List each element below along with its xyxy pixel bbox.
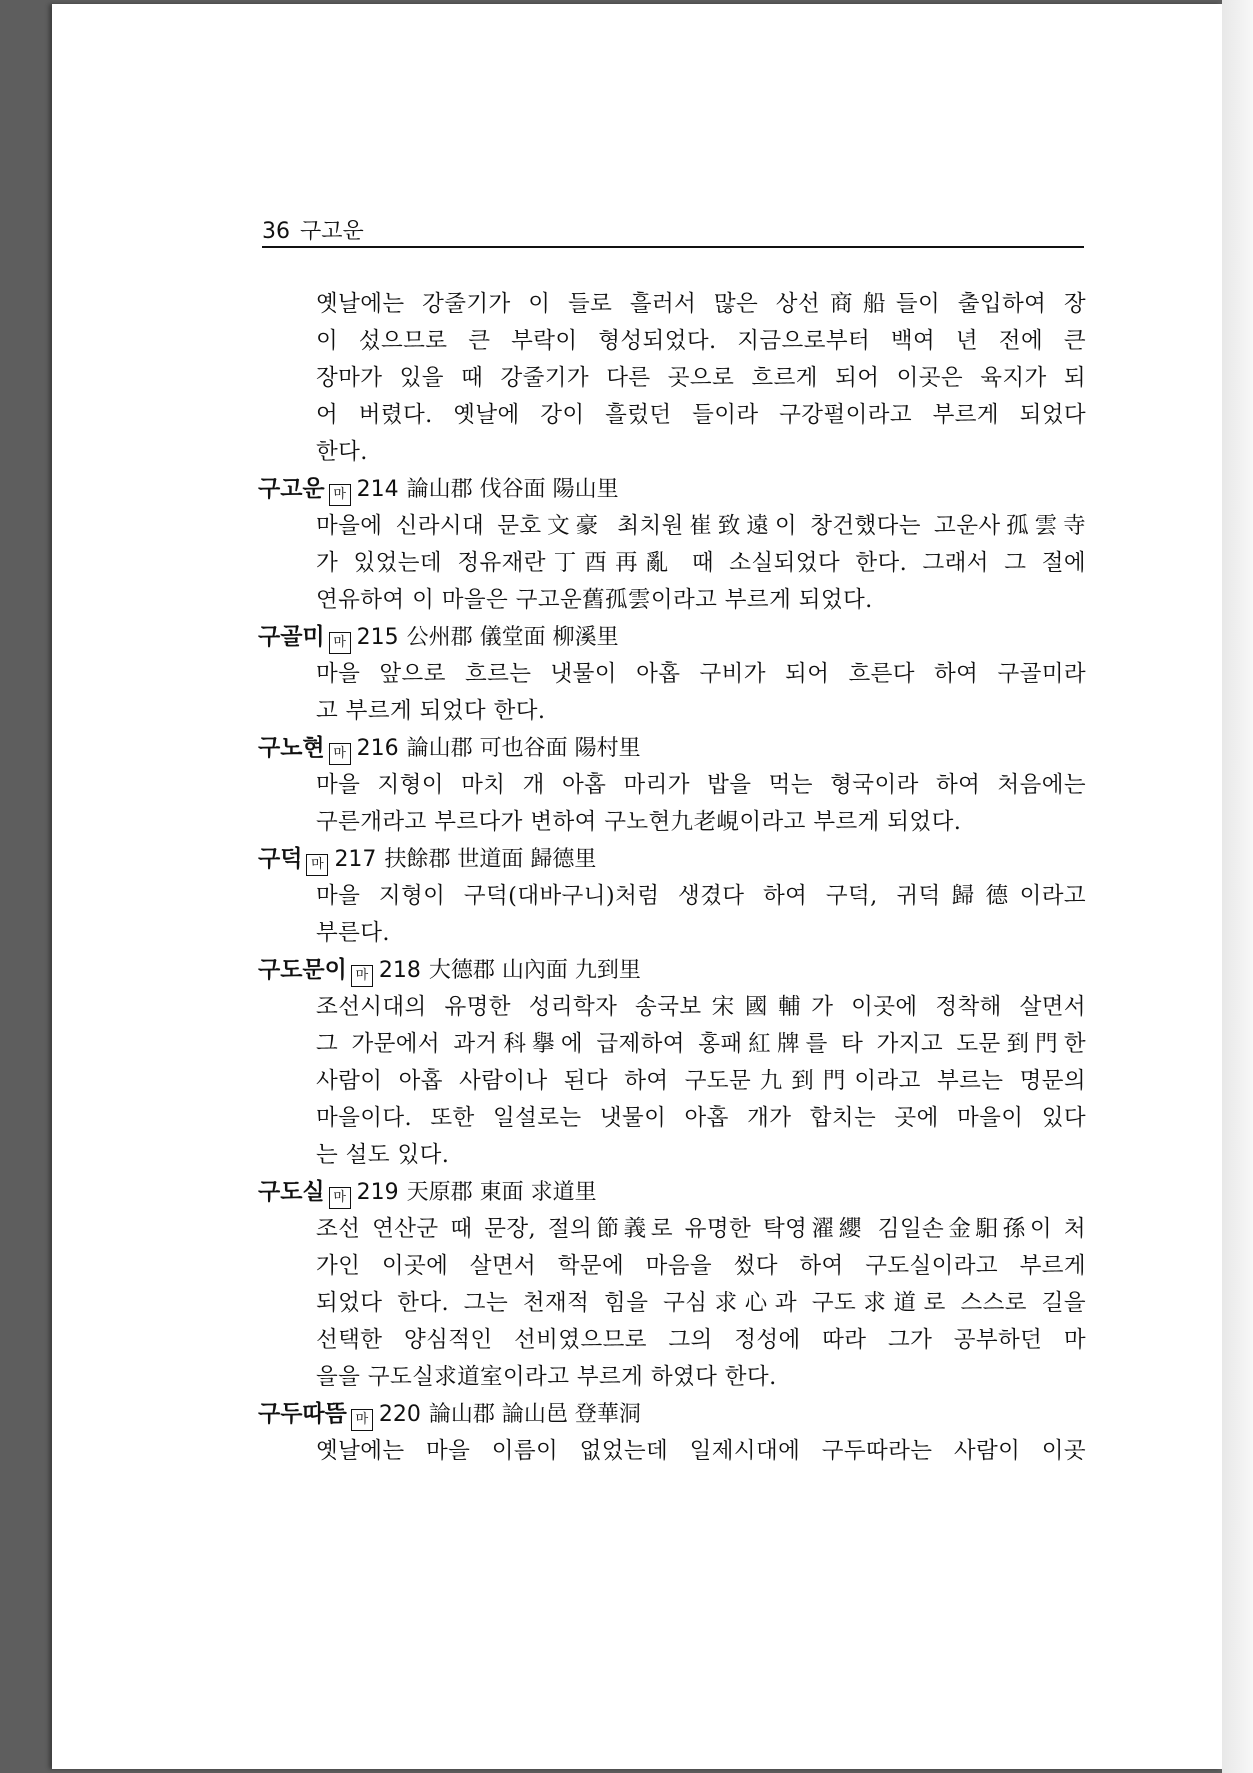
page-body	[258, 286, 1086, 1470]
entry-location: 扶餘郡 世道面 歸德里	[384, 847, 597, 872]
text-line: 장마가 있을 때 강줄기가 다른 곳으로 흐르게 되어 이곳은 육지가 되	[316, 365, 1086, 391]
text-line: 되었다 한다. 그는 천재적 힘을 구심求心과 구도求道로 스스로 길을	[316, 1290, 1086, 1316]
text-line: 선택한 양심적인 선비였으므로 그의 정성에 따라 그가 공부하던 마	[316, 1327, 1086, 1353]
entry-number: 216	[356, 736, 399, 761]
entry-description	[316, 656, 1086, 730]
text-line: 마을에 신라시대 문호文豪 최치원崔致遠이 창건했다는 고운사孤雲寺	[316, 513, 1086, 539]
text-line: 가 있었는데 정유재란丁酉再亂 때 소실되었다 한다. 그래서 그 절에	[316, 550, 1086, 576]
entry-location: 大德郡 山內面 九到里	[428, 958, 641, 983]
text-line: 마을 지형이 구덕(대바구니)처럼 생겼다 하여 구덕, 귀덕歸德이라고	[316, 883, 1086, 909]
entry-heading	[258, 730, 1086, 767]
entry-type-mark: 마	[329, 743, 351, 765]
entry-name: 구덕	[258, 846, 303, 872]
entry-description	[316, 767, 1086, 841]
entry-heading	[258, 841, 1086, 878]
entry-number: 218	[378, 958, 421, 983]
entry-type-mark: 마	[351, 1409, 373, 1431]
entry-number: 219	[356, 1180, 399, 1205]
entry-name: 구노현	[258, 735, 325, 761]
entry-description	[316, 508, 1086, 619]
text-line: 그 가문에서 과거科擧에 급제하여 홍패紅牌를 타 가지고 도문到門한	[316, 1031, 1086, 1057]
entry-description	[316, 1211, 1086, 1396]
running-title: 구고운	[300, 219, 364, 244]
text-line: 조선 연산군 때 문장, 절의節義로 유명한 탁영濯纓 김일손金馹孫이 처	[316, 1216, 1086, 1242]
entry-name: 구두따뜸	[258, 1401, 347, 1427]
entry-heading	[258, 619, 1086, 656]
entry-type-mark: 마	[329, 484, 351, 506]
text-line: 을을 구도실求道室이라고 부르게 하였다 한다.	[316, 1364, 777, 1390]
page-number: 36	[262, 219, 290, 244]
entry-description	[316, 989, 1086, 1174]
entry-number: 217	[334, 847, 377, 872]
text-line: 조선시대의 유명한 성리학자 송국보宋國輔가 이곳에 정착해 살면서	[316, 994, 1086, 1020]
entry-type-mark: 마	[306, 854, 328, 876]
entry-number: 220	[378, 1402, 421, 1427]
entry-name: 구도문이	[258, 957, 347, 983]
entry-description	[316, 1433, 1086, 1470]
text-line: 부른다.	[316, 920, 390, 946]
text-line: 어 버렸다. 옛날에 강이 흘렀던 들이라 구강펄이라고 부르게 되었다	[316, 402, 1086, 428]
text-line: 옛날에는 강줄기가 이 들로 흘러서 많은 상선商船들이 출입하여 장	[316, 291, 1086, 317]
page-edge	[1222, 0, 1253, 1773]
text-line: 연유하여 이 마을은 구고운舊孤雲이라고 부르게 되었다.	[316, 587, 873, 613]
text-line: 는 설도 있다.	[316, 1142, 450, 1168]
entry-type-mark: 마	[329, 632, 351, 654]
entry-type-mark: 마	[329, 1187, 351, 1209]
text-line: 마을 지형이 마치 개 아홉 마리가 밥을 먹는 형국이라 하여 처음에는	[316, 772, 1086, 798]
text-line: 이 섰으므로 큰 부락이 형성되었다. 지금으로부터 백여 년 전에 큰	[316, 328, 1086, 354]
entry-location: 論山郡 可也谷面 陽村里	[406, 736, 641, 761]
entry-number: 215	[356, 625, 399, 650]
entry-location: 論山郡 論山邑 登華洞	[428, 1402, 641, 1427]
text-line: 고 부르게 되었다 한다.	[316, 698, 546, 724]
entry-heading	[258, 471, 1086, 508]
entry-number: 214	[356, 477, 399, 502]
entry-name: 구골미	[258, 624, 325, 650]
text-line: 사람이 아홉 사람이나 된다 하여 구도문九到門이라고 부르는 명문의	[316, 1068, 1086, 1094]
entry-location: 公州郡 儀堂面 柳溪里	[406, 625, 619, 650]
text-line: 옛날에는 마을 이름이 없었는데 일제시대에 구두따라는 사람이 이곳	[316, 1438, 1086, 1464]
running-header	[262, 214, 1084, 248]
entry-heading	[258, 1396, 1086, 1433]
text-line: 가인 이곳에 살면서 학문에 마음을 썼다 하여 구도실이라고 부르게	[316, 1253, 1086, 1279]
text-line: 마을이다. 또한 일설로는 냇물이 아홉 개가 합치는 곳에 마을이 있다	[316, 1105, 1086, 1131]
entry-type-mark: 마	[351, 965, 373, 987]
text-line: 마을 앞으로 흐르는 냇물이 아홉 구비가 되어 흐른다 하여 구골미라	[316, 661, 1086, 687]
text-line: 한다.	[316, 439, 368, 465]
intro-paragraph	[316, 286, 1086, 471]
entry-location: 天原郡 東面 求道里	[406, 1180, 597, 1205]
entry-name: 구도실	[258, 1179, 325, 1205]
entry-description	[316, 878, 1086, 952]
entry-heading	[258, 1174, 1086, 1211]
text-line: 구른개라고 부르다가 변하여 구노현九老峴이라고 부르게 되었다.	[316, 809, 962, 835]
entry-location: 論山郡 伐谷面 陽山里	[406, 477, 619, 502]
entry-name: 구고운	[258, 476, 325, 502]
entry-heading	[258, 952, 1086, 989]
